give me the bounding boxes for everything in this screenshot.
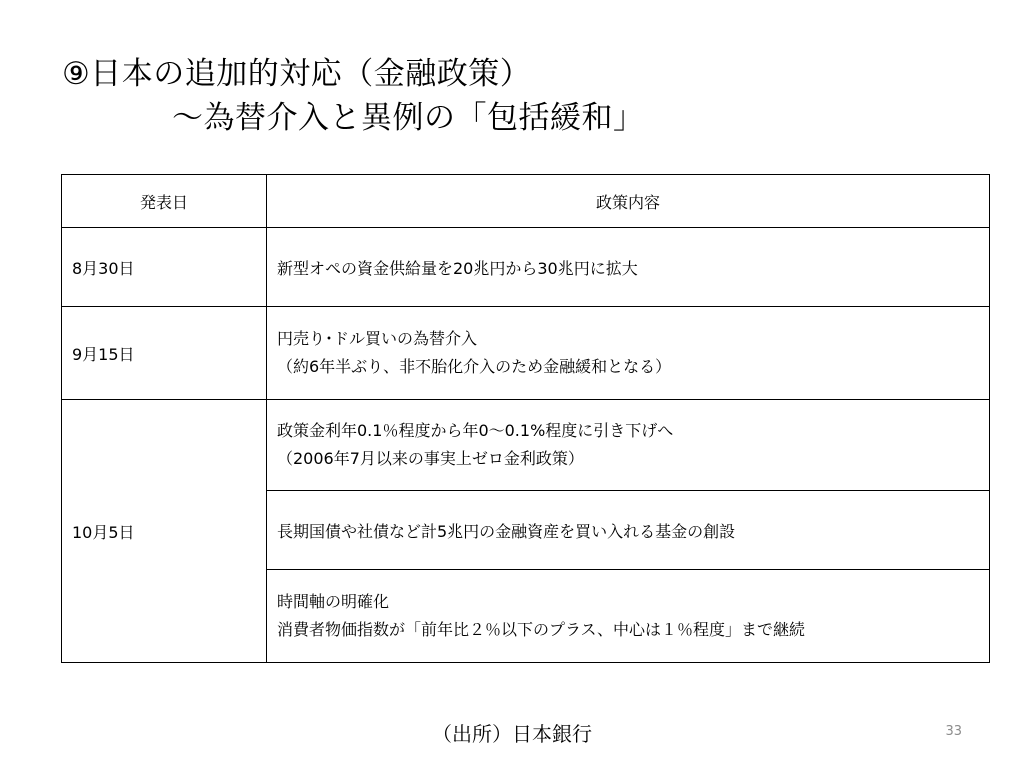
content-text: 時間軸の明確化 (277, 592, 390, 611)
date-cell: 8月30日 (62, 228, 267, 307)
date-cell: 10月5日 (62, 400, 267, 663)
policy-table (61, 174, 990, 663)
content-cell (267, 491, 990, 570)
page-number: 33 (945, 724, 962, 739)
slide-title (62, 52, 1002, 140)
title-line-2: ～為替介入と異例の「包括緩和」 (172, 100, 645, 136)
content-cell (267, 228, 990, 307)
table-row (62, 307, 990, 400)
content-text: （2006年7月以来の事実上ゼロ金利政策） (277, 449, 584, 468)
table-row (62, 400, 990, 491)
content-text: 円売り･ドル買いの為替介入 (277, 329, 478, 348)
content-text: （約6年半ぶり、非不胎化介入のため金融緩和となる） (277, 357, 672, 376)
table-row (62, 228, 990, 307)
content-text: 長期国債や社債など計5兆円の金融資産を買い入れる基金の創設 (277, 521, 736, 541)
content-cell (267, 400, 990, 491)
date-cell: 9月15日 (62, 307, 267, 400)
source-note: （出所）日本銀行 (432, 722, 592, 746)
content-cell (267, 307, 990, 400)
title-line-1: ⑨日本の追加的対応（金融政策） (62, 56, 532, 92)
content-text: 新型オペの資金供給量を20兆円から30兆円に拡大 (277, 258, 638, 278)
content-cell (267, 570, 990, 663)
column-header-content: 政策内容 (267, 175, 990, 228)
content-text: 消費者物価指数が「前年比２％以下のプラス、中心は１％程度」まで継続 (277, 620, 806, 639)
column-header-date: 発表日 (62, 175, 267, 228)
content-text: 政策金利年0.1％程度から年0～0.1%程度に引き下げへ (277, 421, 674, 440)
table-header-row (62, 175, 990, 228)
